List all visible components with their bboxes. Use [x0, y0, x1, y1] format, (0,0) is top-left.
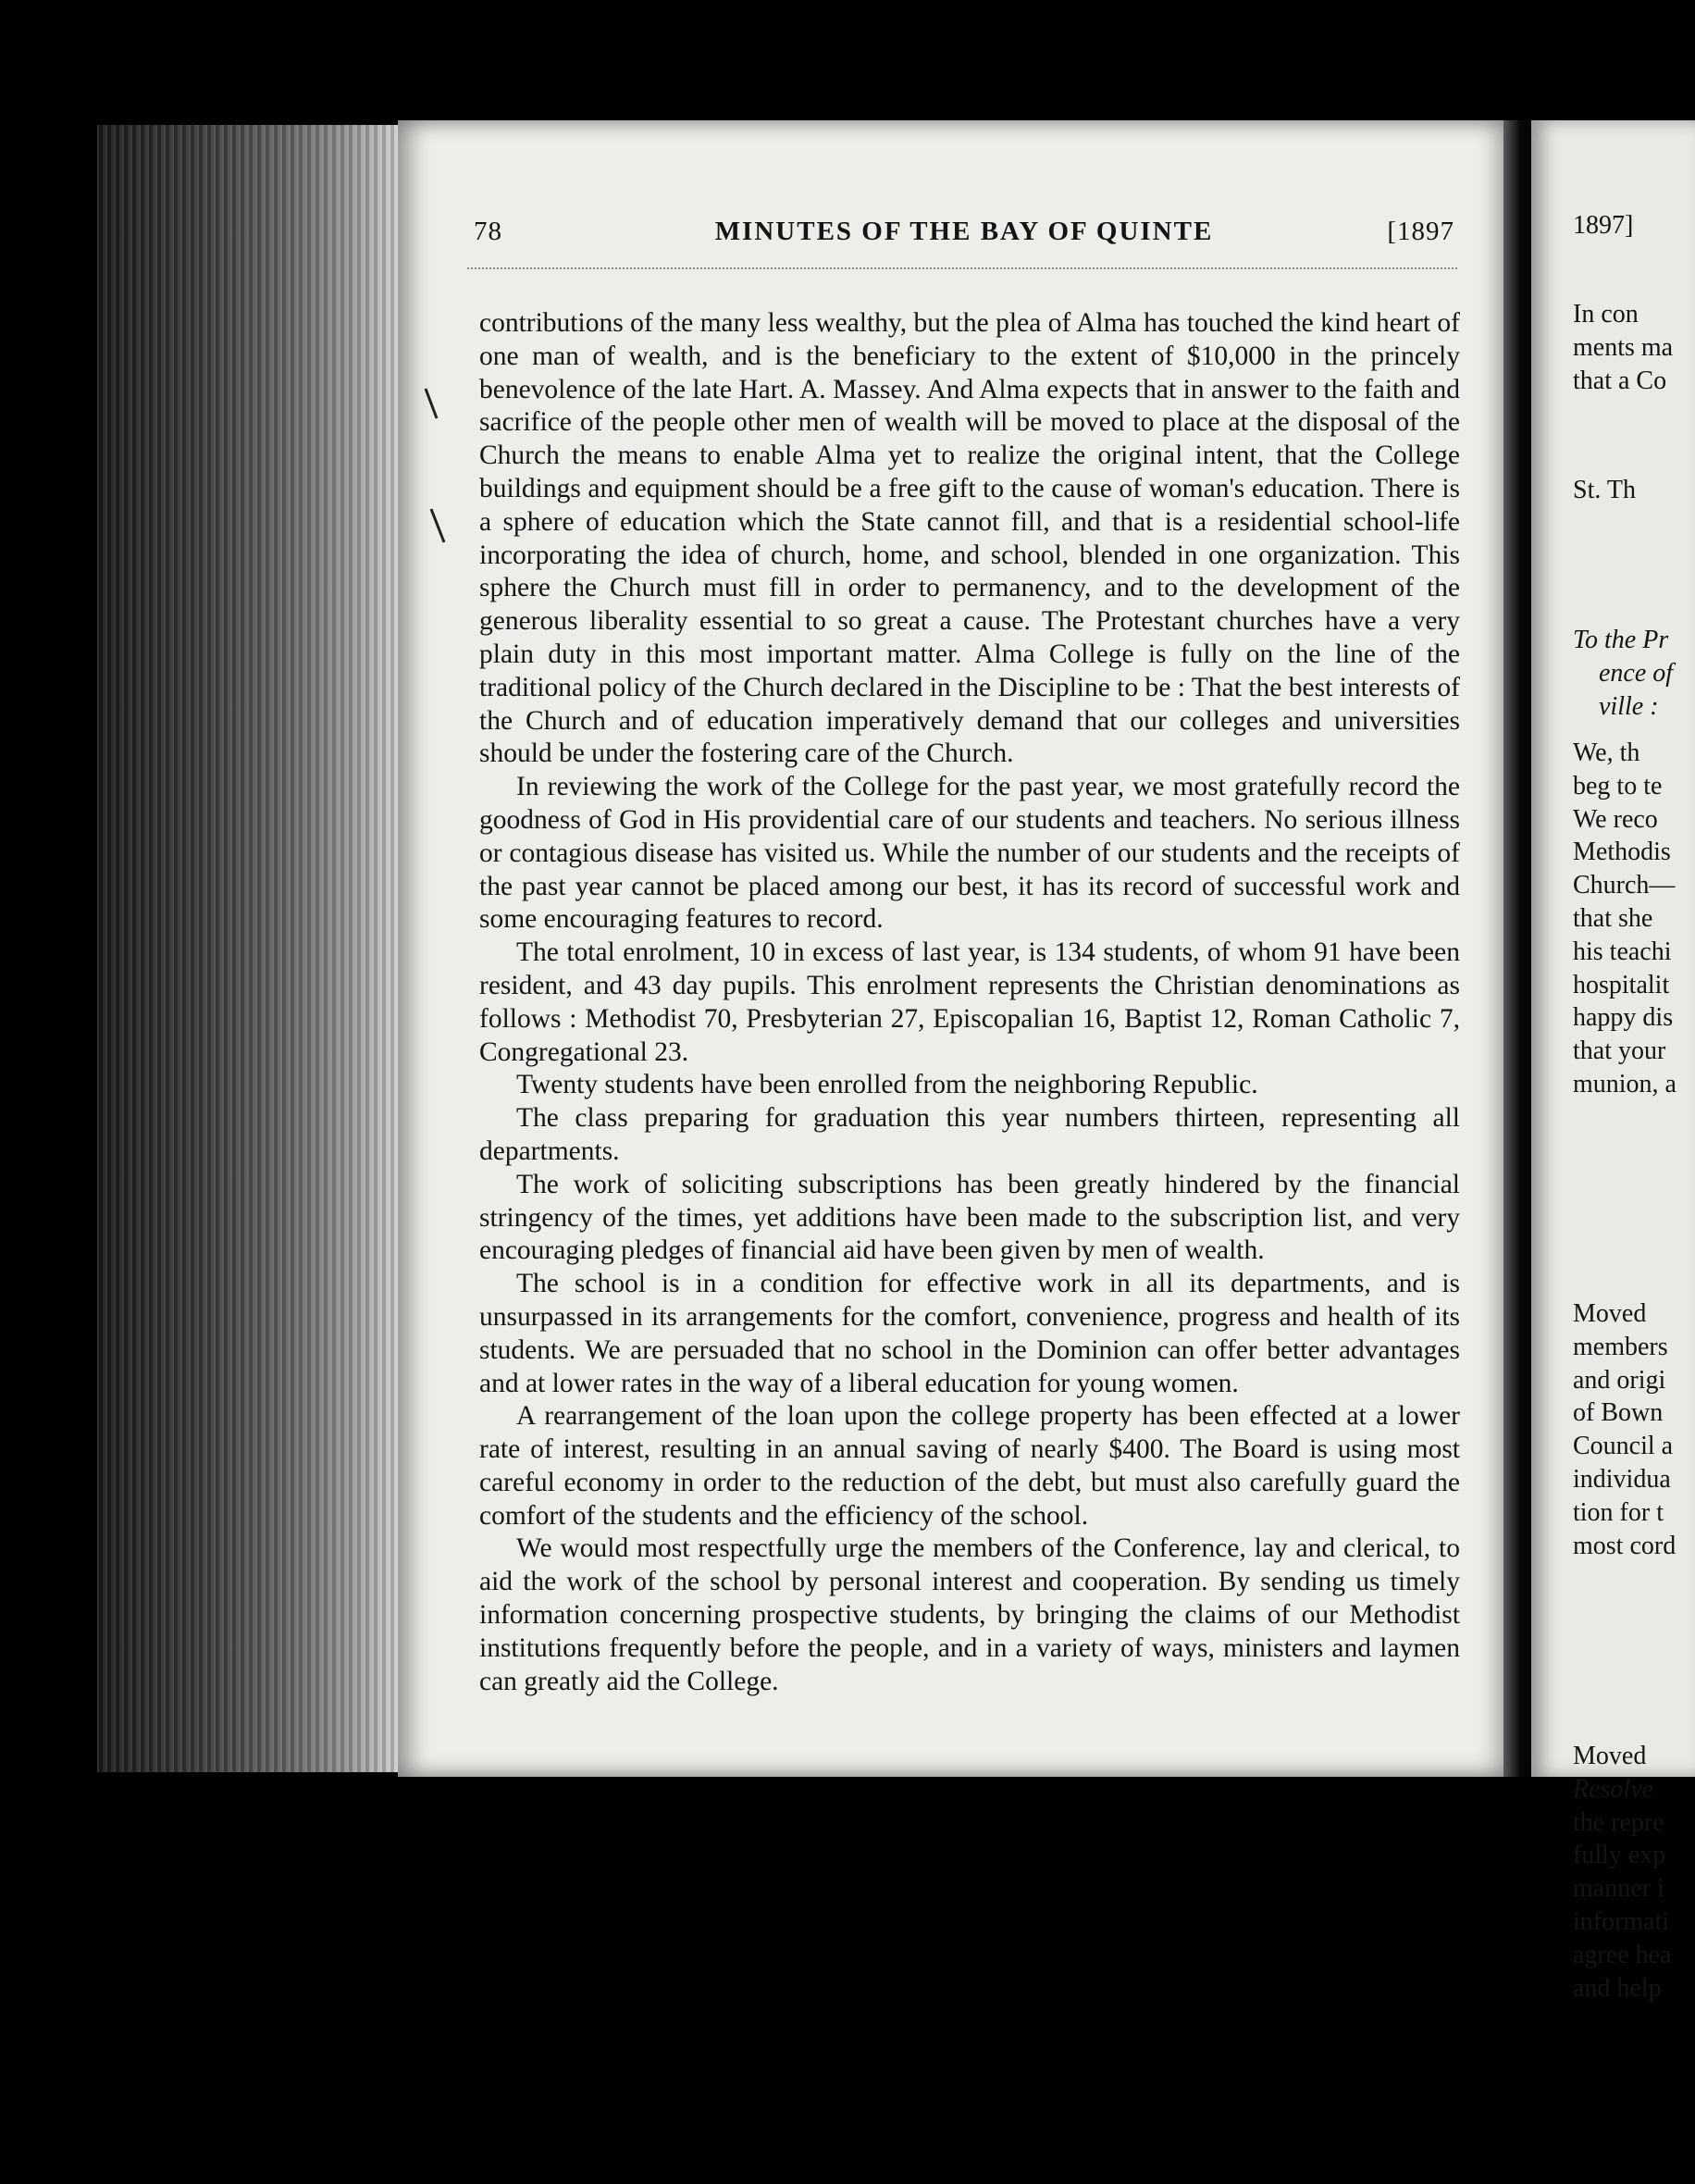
paragraph: The total enrolment, 10 in excess of last year, is 134 students, of whom 91 have been resident, and 43 day pupils. This enrolment represents the Christian denominations as follows : Methodist 70, Presbyterian 27, Episcopalian 16, Baptist 12, Roman Catholic 7, Congregational 23. [479, 937, 1460, 1067]
page-header [474, 217, 1454, 254]
right-line: We, th [1573, 738, 1640, 767]
right-page-block [1573, 1740, 1671, 2004]
paragraph: The work of soliciting subscriptions has been greatly hindered by the financial stringency of the times, yet additions have been made to the subscription list, and very encouraging pledges of financial aid have been given by men of wealth. [479, 1169, 1460, 1266]
right-line: tion for t [1573, 1497, 1664, 1527]
pencil-mark [426, 389, 437, 418]
right-line: that your [1573, 1036, 1666, 1066]
right-line: fully exp [1573, 1841, 1666, 1870]
right-line: the repre [1573, 1807, 1664, 1837]
right-line: and help [1573, 1973, 1662, 2003]
running-title: MINUTES OF THE BAY OF QUINTE [714, 217, 1214, 246]
right-line: ence of [1599, 658, 1674, 688]
right-line: munion, a [1573, 1069, 1676, 1098]
header-rule [467, 267, 1457, 269]
right-line: of Bown [1573, 1398, 1664, 1428]
paragraph: A rearrangement of the loan upon the college property has been effected at a lower rate of interest, resulting in an annual saving of nearly $400. The Board is using most careful economy in order to the reduction of the debt, but must also carefully guard the comfort of the students and the efficiency of the school. [479, 1401, 1460, 1531]
right-line: individua [1573, 1464, 1671, 1494]
paragraph: contributions of the many less wealthy, but the plea of Alma has touched the kind heart of one man of wealth, and is the beneficiary to the extent of $10,000 in the princely benevolence of the late Hart. A. Massey. And Alma expects that in answer to the faith and sacrifice of the people other men of wealth will be moved to place at the disposal of the Church the means to enable Alma yet to realize the original intent, that the College buildings and equipment should be a free gift to the cause of woman's education. There is a sphere of education which the State cannot fill, and that is a residential school-life incorporating the idea of church, home, and school, blended in one organization. This sphere the Church must fill in order to permanency, and to the development of the generous liberality essential to so great a cause. The Protestant churches have a very plain duty in this most important matter. Alma College is fully on the line of the traditional policy of the Church declared in the Discipline to be : That the best interests of the Church and of education imperatively demand that our colleges and universities should be under the fostering care of the Church. [479, 308, 1460, 769]
right-line: Methodis [1573, 838, 1671, 867]
right-page-block [1573, 1297, 1676, 1562]
paragraph: The class preparing for graduation this year numbers thirteen, representing all departments. [479, 1103, 1460, 1166]
paragraph: In reviewing the work of the College for the past year, we most gratefully record the goodness of God in His providential care of our students and teachers. No serious illness or contagious disease has visited us. While the number of our students and the receipts of the past year cannot be placed among our best, it has its record of successful work and some encouraging features to record. [479, 772, 1460, 935]
right-page-block [1573, 737, 1676, 1101]
right-line: In con [1573, 300, 1639, 329]
right-line: beg to te [1573, 771, 1663, 800]
book-gutter [1503, 120, 1531, 1777]
right-line: informati [1573, 1906, 1670, 1936]
paragraph: The school is in a condition for effective work in all its departments, and is unsurpassed in its arrangements for the comfort, convenience, progress and health of its students. We are persuaded that no school in the Dominion can offer better advantages and at lower rates in the way of a liberal education for young women. [479, 1269, 1460, 1398]
right-line: manner i [1573, 1874, 1664, 1904]
body-text [479, 307, 1460, 1698]
right-page-block [1573, 474, 1636, 507]
right-line: and origi [1573, 1365, 1666, 1395]
right-line: hospitalit [1573, 970, 1670, 999]
right-line: Council a [1573, 1432, 1674, 1461]
right-line: ments ma [1573, 332, 1674, 362]
right-line: agree hea [1573, 1940, 1672, 1969]
paragraph: Twenty students have been enrolled from the neighboring Republic. [516, 1070, 1258, 1100]
book-page-edges [97, 125, 398, 1772]
page-number: 78 [474, 217, 502, 246]
right-line: Moved [1573, 1742, 1647, 1770]
right-line: To the Pr [1573, 626, 1669, 654]
right-page-address [1573, 624, 1673, 723]
right-line: members [1573, 1332, 1668, 1361]
right-line: most cord [1573, 1531, 1676, 1560]
right-line: Moved [1573, 1299, 1647, 1328]
right-line: ville : [1599, 691, 1659, 721]
right-line: Church— [1573, 871, 1676, 900]
right-page-block [1573, 298, 1673, 397]
right-line: that she [1573, 903, 1653, 933]
right-line: We reco [1573, 804, 1658, 834]
right-line: happy dis [1573, 1003, 1674, 1033]
right-line: Resolve [1573, 1774, 1654, 1804]
right-line: that a Co [1573, 366, 1667, 395]
right-page-year: 1897] [1573, 211, 1634, 240]
pencil-margin-marks [407, 370, 463, 574]
paragraph: We would most respectfully urge the members of the Conference, lay and clerical, to aid the work of the school by personal interest and cooperation. By sending us timely information concerning prospective students, by bringing the claims of our Methodist institutions frequently before the people, and in a variety of ways, ministers and laymen can greatly aid the College. [479, 1533, 1460, 1696]
pencil-mark [431, 509, 444, 542]
right-line: St. Th [1573, 476, 1636, 504]
header-year: [1897 [1387, 217, 1454, 246]
right-line: his teachi [1573, 937, 1672, 966]
